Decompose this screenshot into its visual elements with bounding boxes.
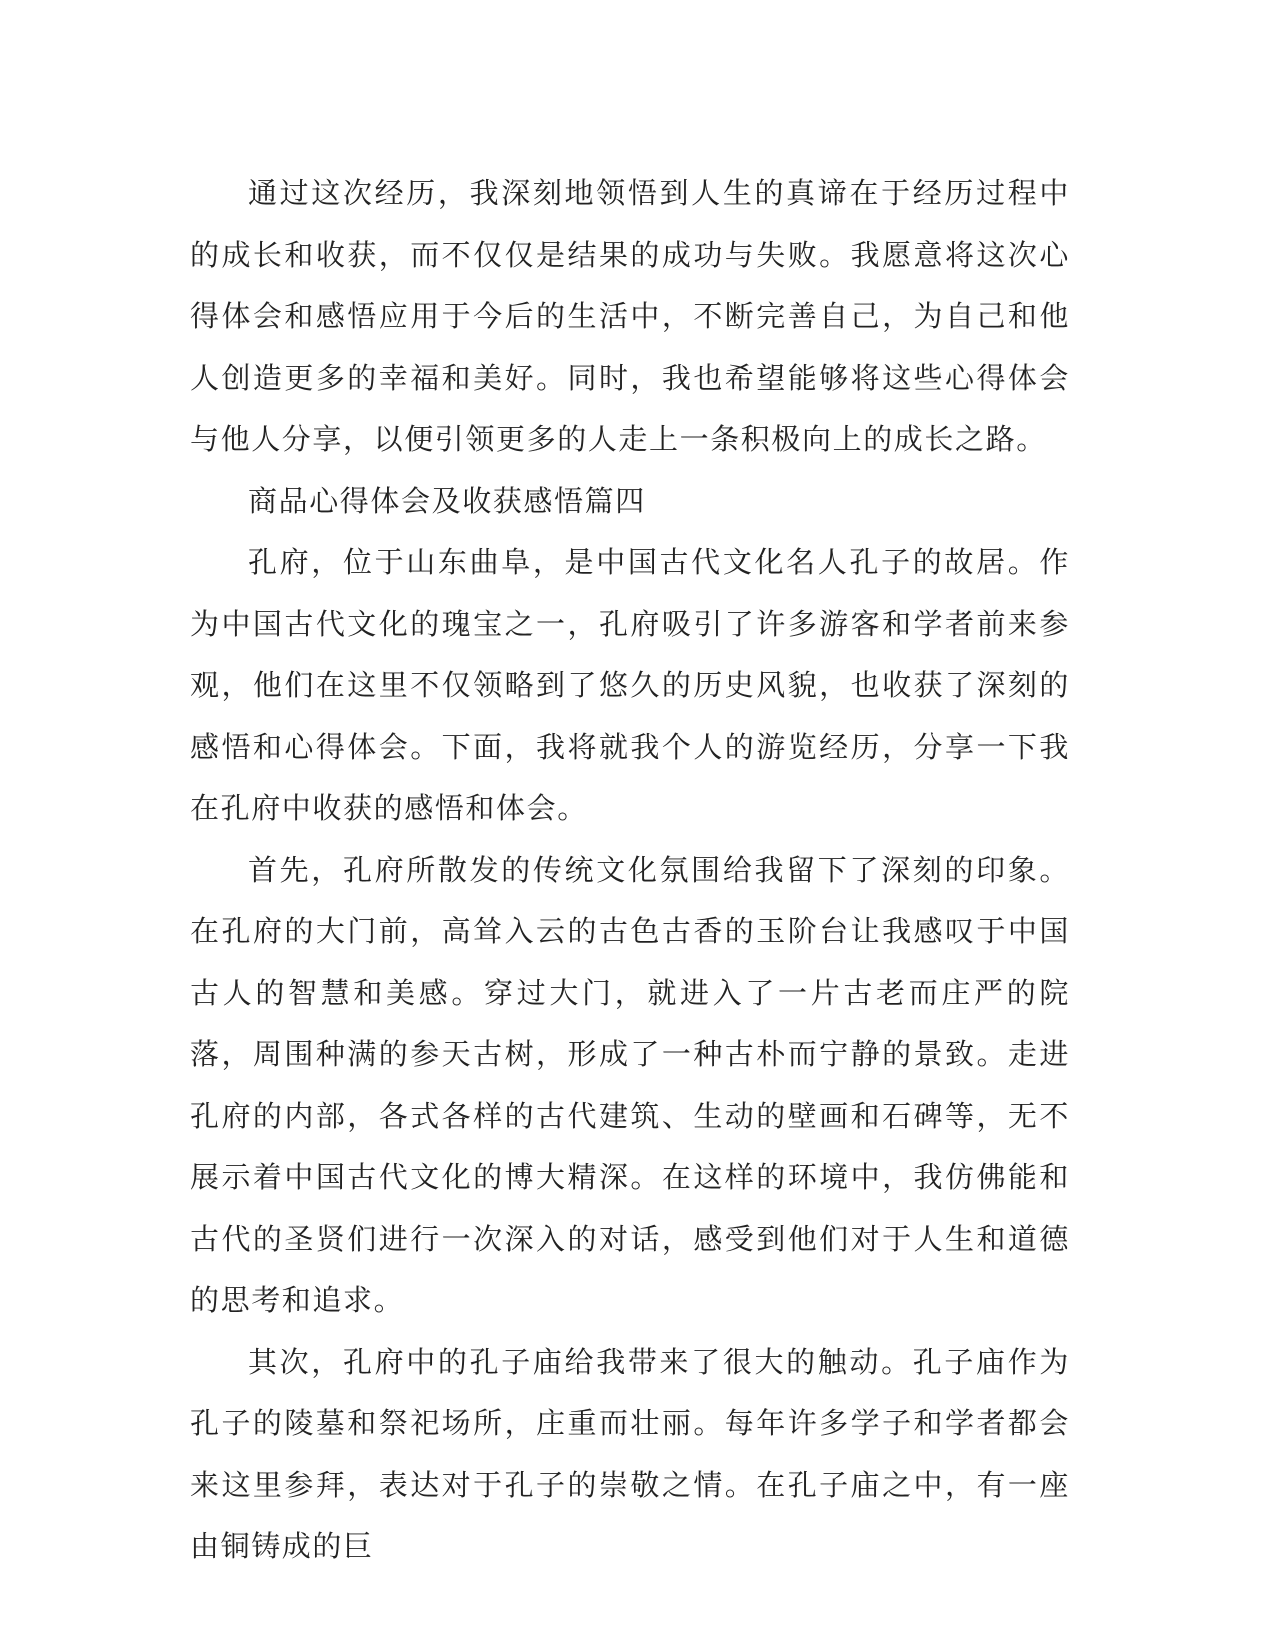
paragraph-conclusion: 通过这次经历，我深刻地领悟到人生的真谛在于经历过程中的成长和收获，而不仅仅是结果的成功与失败。我愿意将这次心得体会和感悟应用于今后的生活中，不断完善自己，为自己和他人创造更多的幸福和美好。同时，我也希望能够将这些心得体会与他人分享，以便引领更多的人走上一条积极向上的成长之路。 xyxy=(190,176,1070,456)
paragraph-first-impression: 首先，孔府所散发的传统文化氛围给我留下了深刻的印象。在孔府的大门前，高耸入云的古色古香的玉阶台让我感叹于中国古人的智慧和美感。穿过大门，就进入了一片古老而庄严的院落，周围种满的参天古树，形成了一种古朴而宁静的景致。走进孔府的内部，各式各样的古代建筑、生动的壁画和石碑等，无不展示着中国古代文化的博大精深。在这样的环境中，我仿佛能和古代的圣贤们进行一次深入的对话，感受到他们对于人生和道德的思考和追求。 xyxy=(190,852,1070,1317)
section-heading: 商品心得体会及收获感悟篇四 xyxy=(248,483,646,518)
paragraph-confucius-temple: 其次，孔府中的孔子庙给我带来了很大的触动。孔子庙作为孔子的陵墓和祭祀场所，庄重而壮丽。每年许多学子和学者都会来这里参拜，表达对于孔子的崇敬之情。在孔子庙之中，有一座由铜铸成的巨 xyxy=(190,1344,1070,1563)
document-body xyxy=(190,163,1070,1578)
paragraph-intro-kongfu: 孔府，位于山东曲阜，是中国古代文化名人孔子的故居。作为中国古代文化的瑰宝之一，孔府吸引了许多游客和学者前来参观，他们在这里不仅领略到了悠久的历史风貌，也收获了深刻的感悟和心得体会。下面，我将就我个人的游览经历，分享一下我在孔府中收获的感悟和体会。 xyxy=(190,545,1070,825)
